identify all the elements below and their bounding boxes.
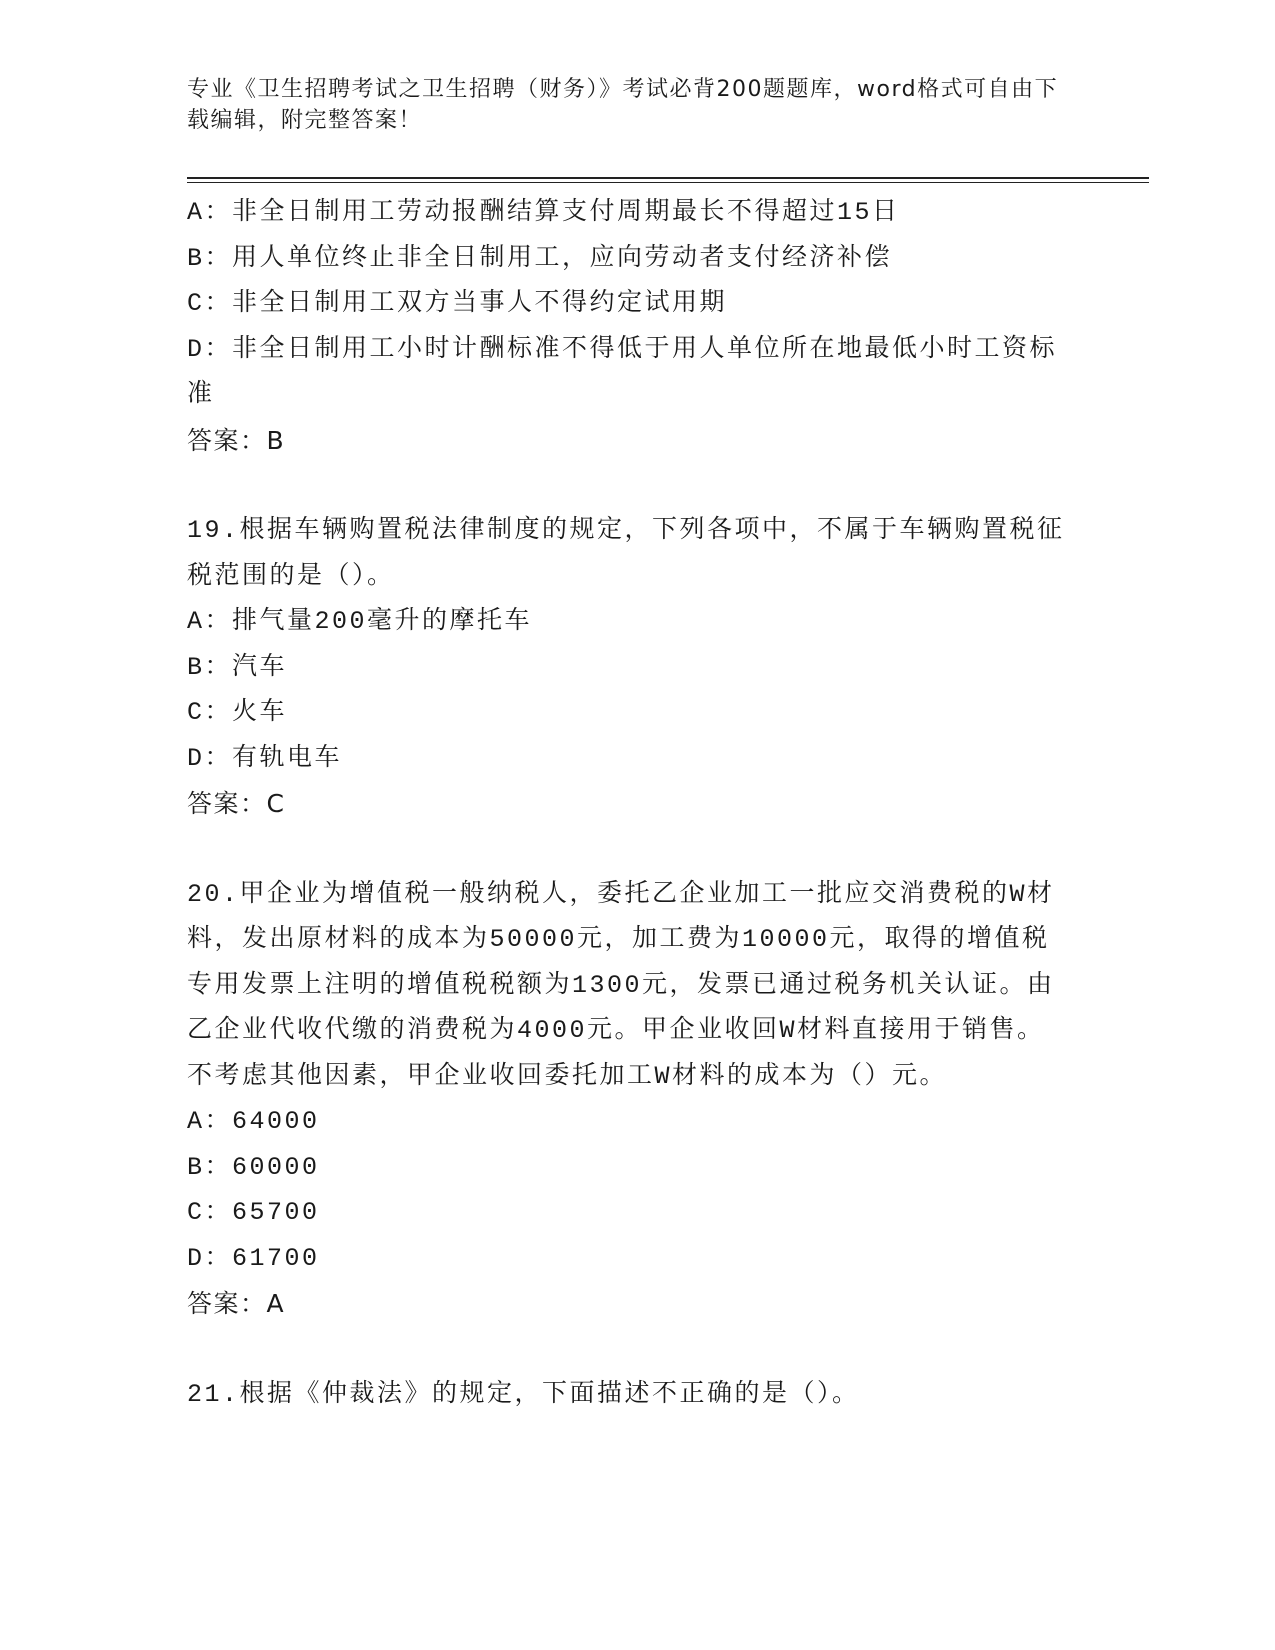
question-21-text: 21.根据《仲裁法》的规定，下面描述不正确的是（）。 [187,1379,860,1409]
header-rule-thin [187,182,1149,183]
option-d: D：61700 [187,1243,320,1273]
question-18-block [187,190,1067,463]
question-21-block [187,1372,1067,1418]
option-b: B：汽车 [187,652,288,682]
option-b: B：60000 [187,1152,320,1182]
spacer [187,463,1067,508]
question-20-text: 20.甲企业为增值税一般纳税人，委托乙企业加工一批应交消费税的W材料，发出原材料的成本为50000元，加工费为10000元，取得的增值税专用发票上注明的增值税税额为1300元，发票已通过税务机关认证。由乙企业代收代缴的消费税为4000元。甲企业收回W材料直接用于销售。不考虑其他因素，甲企业收回委托加工W材料的成本为（）元。 [187,879,1055,1091]
option-c: C：非全日制用工双方当事人不得约定试用期 [187,289,728,318]
spacer [187,1327,1067,1372]
option-c: C：火车 [187,698,288,727]
option-c: C：65700 [187,1198,320,1227]
answer-19: 答案：C [187,789,286,818]
header-rule-thick [187,177,1149,179]
option-a: A：非全日制用工劳动报酬结算支付周期最长不得超过15日 [187,198,900,227]
question-content [187,190,1067,1417]
option-a: A：排气量200毫升的摩托车 [187,607,533,636]
option-d: D：非全日制用工小时计酬标准不得低于用人单位所在地最低小时工资标准 [187,334,1058,409]
question-20-block [187,872,1067,1327]
answer-20: 答案：A [187,1289,286,1318]
answer-18: 答案：B [187,425,286,455]
document-header: 专业《卫生招聘考试之卫生招聘（财务）》考试必背200题题库，word格式可自由下载编辑，附完整答案！ [187,77,1059,133]
question-19-block [187,508,1067,827]
question-19-text: 19.根据车辆购置税法律制度的规定，下列各项中，不属于车辆购置税征税范围的是（）。 [187,516,1065,591]
option-d: D：有轨电车 [187,743,343,773]
option-a: A：64000 [187,1107,320,1136]
spacer [187,827,1067,872]
option-b: B：用人单位终止非全日制用工，应向劳动者支付经济补偿 [187,243,893,273]
